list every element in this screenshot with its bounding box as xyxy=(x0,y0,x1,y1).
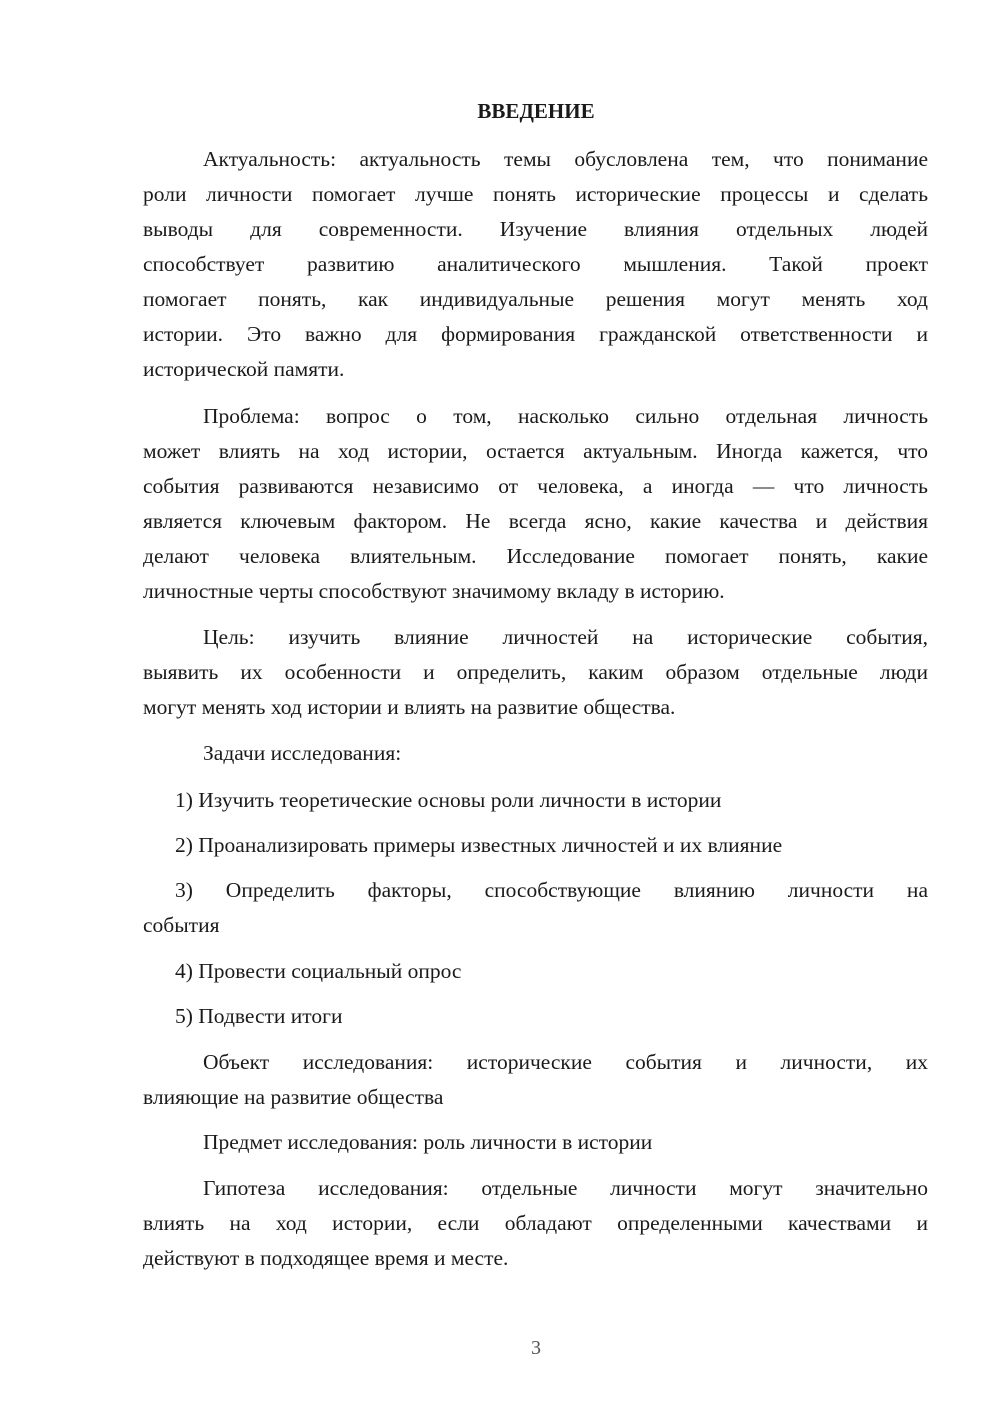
page-title: ВВЕДЕНИЕ xyxy=(477,99,595,123)
text-line: Актуальность: актуальность темы обусловлена тем, что понимание xyxy=(203,147,928,171)
text-line: Предмет исследования: роль личности в истории xyxy=(203,1130,653,1154)
text-line: 5) Подвести итоги xyxy=(175,1004,343,1028)
paragraph-object xyxy=(143,1045,928,1115)
paragraph-goal xyxy=(143,620,928,725)
text-line: 3) Определить факторы, способствующие влиянию личности на xyxy=(175,878,928,902)
paragraph-problem xyxy=(143,399,928,609)
text-line: 1) Изучить теоретические основы роли личности в истории xyxy=(175,788,722,812)
text-line: выводы для современности. Изучение влияния отдельных людей xyxy=(143,217,928,241)
task-item-3 xyxy=(143,873,928,943)
text-line: Задачи исследования: xyxy=(203,741,402,765)
text-line: личностные черты способствуют значимому вкладу в историю. xyxy=(143,579,725,603)
paragraph-subject xyxy=(143,1125,928,1160)
text-line: Гипотеза исследования: отдельные личности могут значительно xyxy=(203,1176,928,1200)
text-line: роли личности помогает лучше понять исторические процессы и сделать xyxy=(143,182,928,206)
page-number: 3 xyxy=(531,1337,541,1359)
task-item-1 xyxy=(143,783,928,818)
task-item-5 xyxy=(143,999,928,1034)
text-line: события развиваются независимо от человека, а иногда — что личность xyxy=(143,474,928,498)
text-line: влиять на ход истории, если обладают определенными качествами и xyxy=(143,1211,928,1235)
text-line: выявить их особенности и определить, каким образом отдельные люди xyxy=(143,660,928,684)
text-line: действуют в подходящее время и месте. xyxy=(143,1246,509,1270)
text-line: может влиять на ход истории, остается актуальным. Иногда кажется, что xyxy=(143,439,928,463)
text-line: могут менять ход истории и влиять на развитие общества. xyxy=(143,695,676,719)
text-line: является ключевым фактором. Не всегда ясно, какие качества и действия xyxy=(143,509,928,533)
text-line: влияющие на развитие общества xyxy=(143,1085,444,1109)
text-line: исторической памяти. xyxy=(143,357,345,381)
text-line: 4) Провести социальный опрос xyxy=(175,959,462,983)
text-line: делают человека влиятельным. Исследование помогает понять, какие xyxy=(143,544,928,568)
text-line: способствует развитию аналитического мышления. Такой проект xyxy=(143,252,928,276)
paragraph-relevance xyxy=(143,142,928,387)
task-item-2 xyxy=(143,828,928,863)
task-item-4 xyxy=(143,954,928,989)
paragraph-hypothesis xyxy=(143,1171,928,1276)
tasks-heading xyxy=(143,736,928,771)
text-line: 2) Проанализировать примеры известных личностей и их влияние xyxy=(175,833,783,857)
text-line: помогает понять, как индивидуальные решения могут менять ход xyxy=(143,287,928,311)
text-line: Цель: изучить влияние личностей на исторические события, xyxy=(203,625,928,649)
text-line: события xyxy=(143,913,220,937)
text-line: Объект исследования: исторические события и личности, их xyxy=(203,1050,928,1074)
text-line: истории. Это важно для формирования гражданской ответственности и xyxy=(143,322,928,346)
text-line: Проблема: вопрос о том, насколько сильно отдельная личность xyxy=(203,404,928,428)
